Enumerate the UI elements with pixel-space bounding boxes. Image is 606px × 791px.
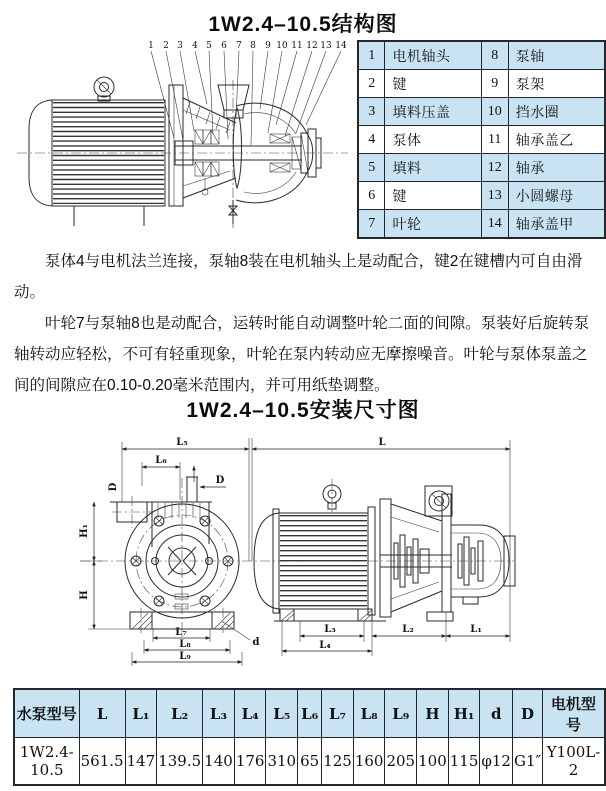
dim-label-L6: L₆: [155, 455, 167, 466]
paragraph: 叶轮7与泵轴8也是动配合，运转时能自动调整叶轮二面的间隙。泵装好后旋转泵轴转动应轻松，不可有轻重现象，叶轮在泵内转动应无摩擦噪音。叶轮与泵体泵盖之间的间隙应在0.10-0.20毫米范围内，并可用纸垫调整。: [14, 315, 590, 394]
dim-label-L5: L₅: [176, 437, 188, 448]
part-number: 13: [481, 182, 508, 210]
structure-title: 1W2.4–10.5结构图: [208, 13, 398, 36]
parts-table: [357, 40, 606, 239]
part-number: 6: [358, 182, 385, 210]
spec-value: G1″: [512, 738, 542, 786]
callout-number: 8: [250, 41, 256, 51]
spec-header: L₃: [203, 689, 235, 738]
part-number: 7: [358, 210, 385, 239]
part-name: 轴承盖乙: [508, 126, 605, 154]
callout-number: 10: [276, 41, 288, 51]
spec-header: L₂: [157, 689, 203, 738]
installation-title: 1W2.4–10.5安装尺寸图: [186, 399, 420, 422]
callout-number: 6: [221, 41, 227, 51]
callout-number: 4: [192, 41, 198, 51]
part-name: 泵体: [385, 126, 481, 154]
spec-value: 139.5: [157, 738, 203, 786]
spec-value: 205: [385, 738, 417, 786]
spec-value-row: [14, 738, 605, 786]
paragraph: 泵体4与电机法兰连接，泵轴8装在电机轴头上是动配合，键2在键槽内可自由滑动。: [14, 253, 583, 301]
callout-number: 3: [177, 41, 183, 51]
drain-plug: [229, 200, 237, 224]
installation-dimension-drawing: [52, 424, 517, 669]
dim-label-L: L: [378, 437, 386, 448]
table-row: [358, 154, 605, 182]
part-name: 挡水圈: [508, 98, 605, 126]
dim-label-d: d: [252, 637, 260, 648]
part-number: 10: [481, 98, 508, 126]
part-name: 键: [385, 70, 481, 98]
spec-header: L₄: [234, 689, 266, 738]
table-row: [358, 126, 605, 154]
spec-header: L: [79, 689, 125, 738]
spec-value: 1W2.4-10.5: [14, 738, 79, 786]
table-row: [358, 41, 605, 70]
part-name: 电机轴头: [385, 41, 481, 70]
dim-label-L4: L₄: [319, 640, 331, 651]
table-row: [358, 98, 605, 126]
callout-number: 12: [306, 41, 318, 51]
part-number: 2: [358, 70, 385, 98]
table-row: [358, 210, 605, 239]
pump-volute: [451, 525, 515, 604]
part-name: 叶轮: [385, 210, 481, 239]
dim-label-L1: L₁: [470, 624, 482, 635]
part-number: 8: [481, 41, 508, 70]
dim-label-H: H: [79, 590, 90, 600]
part-name: 填料: [385, 154, 481, 182]
motor-side-view: [29, 77, 165, 226]
spec-header: d: [480, 689, 513, 738]
spec-value: 65: [298, 738, 322, 786]
part-number: 14: [481, 210, 508, 239]
spec-value: 125: [322, 738, 354, 786]
spec-header: D: [512, 689, 542, 738]
part-name: 泵轴: [508, 41, 605, 70]
spec-header: H₁: [448, 689, 480, 738]
part-name: 填料压盖: [385, 98, 481, 126]
spec-value: 561.5: [79, 738, 125, 786]
callout-number: 9: [265, 41, 271, 51]
callout-number: 1: [148, 41, 154, 51]
impeller: [233, 108, 241, 188]
part-number: 9: [481, 70, 508, 98]
dim-label-L2: L₂: [402, 624, 414, 635]
callout-number: 2: [163, 41, 169, 51]
structure-figure: [8, 38, 356, 240]
table-row: [358, 70, 605, 98]
description-text: [14, 246, 594, 401]
spec-value: 176: [234, 738, 266, 786]
callout-number: 14: [335, 41, 347, 51]
table-row: [358, 182, 605, 210]
part-number: 4: [358, 126, 385, 154]
callout-number: 13: [320, 41, 332, 51]
dim-label-L7: L₇: [175, 627, 187, 638]
pump-cross-section-drawing: [8, 38, 356, 240]
lifting-eye-icon: [94, 77, 114, 101]
spec-value: 100: [417, 738, 449, 786]
part-number: 11: [481, 126, 508, 154]
motor-side-view: [254, 479, 386, 621]
callout-number: 7: [236, 41, 242, 51]
unit-side-view: [249, 438, 515, 642]
spec-header: L₉: [385, 689, 417, 738]
discharge-port: [186, 466, 198, 502]
lifting-eye-icon: [323, 479, 341, 512]
dim-label-L3: L₃: [324, 624, 336, 635]
dim-label-D: D: [215, 475, 225, 486]
spec-value: 147: [125, 738, 157, 786]
spec-table: [13, 688, 606, 786]
callout-number: 5: [206, 41, 212, 51]
part-number: 3: [358, 98, 385, 126]
spec-value: 115: [448, 738, 480, 786]
part-name: 轴承盖甲: [508, 210, 605, 239]
part-number: 1: [358, 41, 385, 70]
spec-header: L₈: [353, 689, 385, 738]
part-name: 泵架: [508, 70, 605, 98]
pump-bracket-frame: [380, 486, 453, 621]
part-name: 轴承: [508, 154, 605, 182]
side-port: [112, 496, 152, 528]
spec-header: H: [417, 689, 449, 738]
spec-header: L₁: [125, 689, 157, 738]
spec-header-row: [14, 689, 605, 738]
dim-label-H1: H₁: [79, 524, 90, 538]
spec-value: 140: [203, 738, 235, 786]
dim-label-L8: L₈: [179, 639, 191, 650]
installation-figure: [52, 424, 517, 669]
spec-header: 水泵型号: [14, 689, 79, 738]
spec-value: Y100L-2: [543, 738, 605, 786]
part-number: 12: [481, 154, 508, 182]
spec-value: φ12: [480, 738, 513, 786]
spec-value: 310: [266, 738, 298, 786]
dimension-lines: [79, 437, 510, 666]
dim-label-L9: L₉: [179, 651, 191, 662]
part-name: 小圆螺母: [508, 182, 605, 210]
spec-header: 电机型号: [543, 689, 605, 738]
pump-front-view: [110, 466, 239, 644]
spec-value: 160: [353, 738, 385, 786]
part-name: 键: [385, 182, 481, 210]
dim-label-D-side: D: [108, 482, 119, 492]
inlet-funnel: [218, 85, 249, 118]
spec-header: L₇: [322, 689, 354, 738]
part-number: 5: [358, 154, 385, 182]
callout-number: 11: [291, 41, 303, 51]
spec-header: L₅: [266, 689, 298, 738]
spec-header: L₆: [298, 689, 322, 738]
